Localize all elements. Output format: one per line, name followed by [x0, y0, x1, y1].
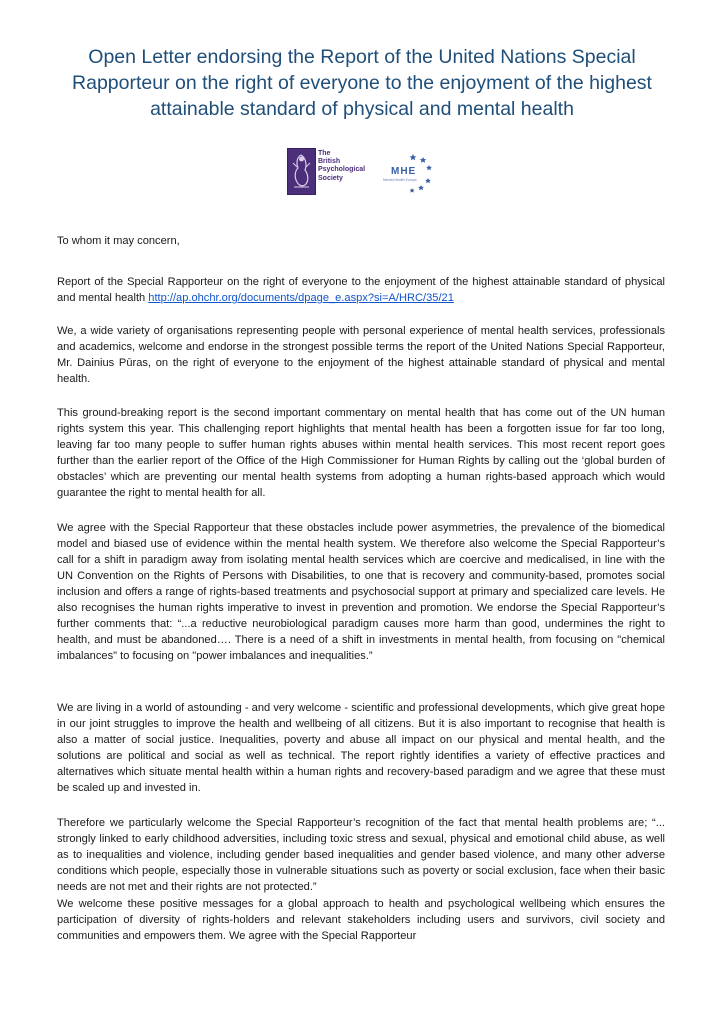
paragraph-ground-breaking: This ground-breaking report is the second important commentary on mental health that has come out of the UN human rights system this year. This challenging report highlights that mental health has been a forgotten issue for far too long, leaving far too many people to suffer human rights abuses within mental health services. This most recent report goes further than the earlier report of the Office of the High Commissioner for Human Rights by calling out the ‘global burden of obstacles’ which are preventing our mental health systems from adopting a human rights-based approach which would guarantee the right to mental health for all.: [57, 407, 665, 499]
salutation: To whom it may concern,: [57, 235, 180, 247]
page-title: Open Letter endorsing the Report of the United Nations Special Rapporteur on the right of everyone to the enjoyment of the highest attainable standard of physical and mental health: [72, 46, 652, 120]
report-reference-paragraph: [57, 274, 665, 306]
paragraph-obstacles: We agree with the Special Rapporteur that these obstacles include power asymmetries, the prevalence of the biomedical model and biased use of evidence within the mental health system. We therefore also welcome the Special Rapporteur’s call for a shift in paradigm away from isolating mental health services which are coercive and medicalised, in line with the UN Convention on the Rights of Persons with Disabilities, to one that is recovery and community-based, promotes social inclusion and offers a range of rights-based treatments and psychosocial support at primary and specialized care levels. He also recognises the human rights imperative to invest in prevention and promotion. We endorse the Special Rapporteur’s further comments that: “...a reductive neurobiological paradigm causes more harm than good, undermines the right to health, and must be abandoned…. There is a need of a shift in investments in mental health, from focusing on "chemical imbalances" to focusing on "power imbalances and inequalities.”: [57, 522, 665, 662]
bps-logo-text: The British Psychological Society: [318, 150, 366, 182]
report-reference-text: Report of the Special Rapporteur on the right of everyone to the enjoyment of the highest attainable standard of physical and mental health: [57, 276, 665, 304]
paragraph-global-approach: We welcome these positive messages for a global approach to health and psychological wellbeing which ensures the participation of diversity of rights-holders and relevant stakeholders including users and survivors, civil society and communities and empowers them. We agree with the Special Rapporteur: [57, 898, 665, 942]
mhe-logo-subtext: Mental Health Europe: [383, 178, 417, 182]
paragraph-social-justice: We are living in a world of astounding - and very welcome - scientific and professional developments, which give great hope in our joint struggles to improve the health and wellbeing of all citizens. But it is also important to recognise that health is also a matter of social justice. Inequalities, poverty and abuse all impact on our physical and mental health, and the solutions are political and social as well as technical. The report rightly identifies a variety of effective practices and alternatives which situate mental health within a human rights and recovery-based paradigm and we agree that these must be scaled up and invested in.: [57, 702, 665, 794]
psyche-figure-icon: [288, 149, 315, 194]
mhe-logo: [379, 152, 439, 194]
logo-group: [287, 146, 439, 198]
paragraph-childhood-adversities: Therefore we particularly welcome the Special Rapporteur’s recognition of the fact that mental health problems are; “... strongly linked to early childhood adversities, including toxic stress and sexual, physical and emotional child abuse, as well as to inequalities and violence, including gender based inequalities and gender based violence, and many other adverse conditions which people, especially those in vulnerable situations such as poverty or social exclusion, face when their basic needs are not met and their rights are not protected.”: [57, 817, 665, 893]
bps-logo-emblem: [287, 148, 316, 195]
mhe-logo-text: MHE: [391, 166, 417, 177]
paragraph-endorsement: We, a wide variety of organisations representing people with personal experience of mental health services, professionals and academics, welcome and endorse in the strongest possible terms the report of the United Nations Special Rapporteur, Mr. Dainius Pūras, on the right of everyone to the enjoyment of the highest attainable standard of physical and mental health.: [57, 325, 665, 385]
report-link[interactable]: http://ap.ohchr.org/documents/dpage_e.aspx?si=A/HRC/35/21: [148, 292, 454, 304]
